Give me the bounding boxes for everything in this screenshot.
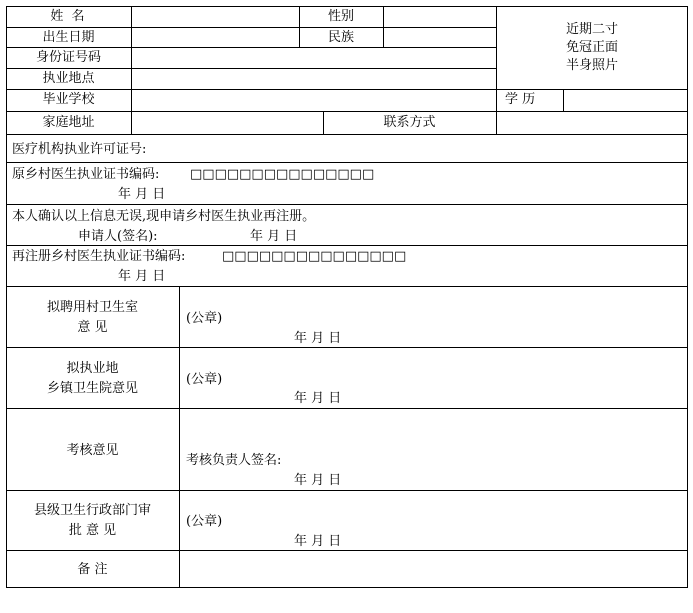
original-cert-label: 原乡村医生执业证书编码:: [12, 167, 160, 182]
assessment-signature-label: 考核负责人签名:: [186, 453, 282, 468]
photo-note-line2: 免冠正面: [565, 40, 618, 55]
photo-note-line1: 近期二寸: [565, 22, 618, 37]
clinic-opinion-label-line2: 意 见: [77, 320, 108, 335]
county-approval-label-line2: 批 意 见: [68, 523, 117, 538]
birth-date-label: 出生日期: [42, 30, 95, 45]
col-line: [179, 286, 180, 588]
row-line: [6, 204, 688, 205]
assessment-date: 年 月 日: [294, 473, 342, 488]
home-address-label: 家庭地址: [42, 115, 95, 130]
col-line: [131, 6, 132, 134]
row-line: [6, 347, 688, 348]
row-line: [6, 245, 688, 246]
township-opinion-label-line2: 乡镇卫生院意见: [46, 381, 138, 396]
photo-note-line3: 半身照片: [565, 58, 618, 73]
row-line: [6, 68, 497, 69]
applicant-date: 年 月 日: [250, 229, 298, 244]
gender-label: 性别: [327, 9, 354, 24]
row-line: [6, 134, 688, 135]
education-label: 学 历: [505, 92, 536, 107]
id-number-label: 身份证号码: [35, 50, 101, 65]
col-line: [563, 89, 564, 111]
reregistered-cert-boxes[interactable]: □□□□□□□□□□□□□□□: [222, 249, 407, 264]
row-line: [6, 162, 688, 163]
practice-location-label: 执业地点: [42, 71, 95, 86]
row-line: [6, 89, 688, 90]
clinic-opinion-label-line1: 拟聘用村卫生室: [46, 300, 138, 315]
row-line: [6, 408, 688, 409]
confirmation-statement: 本人确认以上信息无误,现申请乡村医生执业再注册。: [12, 209, 316, 224]
row-line: [6, 111, 688, 112]
remarks-label: 备 注: [77, 562, 108, 577]
photo-placeholder: [497, 7, 687, 89]
clinic-seal: (公章): [186, 311, 223, 326]
row-line: [6, 286, 688, 287]
row-line: [6, 550, 688, 551]
school-label: 毕业学校: [42, 92, 95, 107]
clinic-opinion-date: 年 月 日: [294, 331, 342, 346]
name-label: 姓 名: [50, 9, 87, 24]
original-cert-date: 年 月 日: [118, 187, 166, 202]
border-bottom: [6, 587, 688, 588]
row-line: [6, 490, 688, 491]
township-seal: (公章): [186, 372, 223, 387]
row-line: [6, 27, 497, 28]
reregistered-cert-label: 再注册乡村医生执业证书编码:: [12, 249, 186, 264]
license-number-label: 医疗机构执业许可证号:: [12, 142, 147, 157]
county-approval-label-line1: 县级卫生行政部门审: [33, 503, 151, 518]
county-seal: (公章): [186, 514, 223, 529]
assessment-opinion-label: 考核意见: [66, 443, 119, 458]
township-opinion-date: 年 月 日: [294, 391, 342, 406]
col-line: [383, 6, 384, 47]
county-approval-date: 年 月 日: [294, 534, 342, 549]
border-right: [687, 6, 688, 588]
reregistered-cert-date: 年 月 日: [118, 269, 166, 284]
township-opinion-label-line1: 拟执业地: [66, 361, 119, 376]
applicant-signature-label: 申请人(签名):: [78, 229, 158, 244]
row-line: [6, 47, 497, 48]
ethnicity-label: 民族: [327, 30, 354, 45]
contact-label: 联系方式: [383, 115, 436, 130]
original-cert-boxes[interactable]: □□□□□□□□□□□□□□□: [190, 167, 375, 182]
